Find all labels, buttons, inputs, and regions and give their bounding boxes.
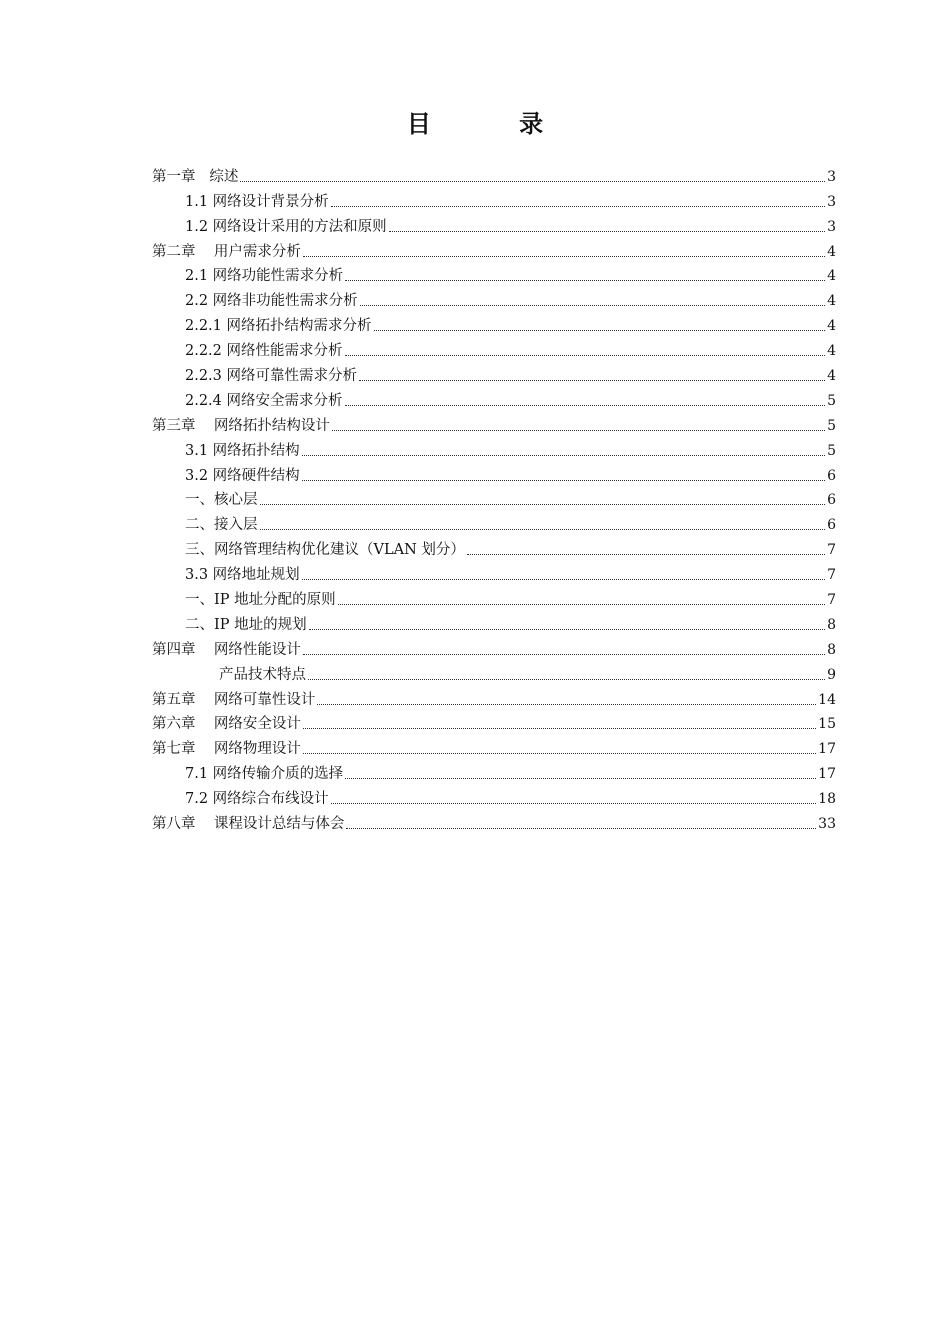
toc-entry[interactable] — [152, 262, 836, 287]
toc-page-number: 5 — [827, 417, 836, 434]
toc-entry[interactable] — [152, 436, 836, 461]
toc-entry-text: 2.2.1 网络拓扑结构需求分析 — [185, 318, 372, 335]
toc-page-number: 4 — [827, 243, 836, 260]
dot-leader — [345, 404, 826, 406]
toc-entry[interactable] — [152, 187, 836, 212]
toc-page-number: 7 — [827, 542, 836, 559]
toc-page-number: 6 — [827, 467, 836, 484]
toc-page-number: 4 — [827, 268, 836, 285]
toc-page-number: 33 — [818, 816, 836, 833]
toc-page-number: 4 — [827, 318, 836, 335]
toc-page-number: 4 — [827, 293, 836, 310]
toc-entry-text: 第五章 网络可靠性设计 — [152, 691, 316, 708]
dot-leader — [345, 354, 826, 356]
toc-entry-text: 2.2.3 网络可靠性需求分析 — [185, 368, 358, 385]
toc-entry-text: 一、IP 地址分配的原则 — [185, 592, 336, 609]
toc-entry[interactable] — [152, 212, 836, 237]
toc-entry[interactable] — [152, 685, 836, 710]
toc-entry[interactable] — [152, 560, 836, 585]
dot-leader — [303, 752, 816, 754]
toc-page-number: 5 — [827, 392, 836, 409]
toc-entry[interactable] — [152, 585, 836, 610]
toc-page-number: 14 — [818, 691, 836, 708]
toc-entry[interactable] — [152, 535, 836, 560]
toc-entry-text: 1.1 网络设计背景分析 — [185, 193, 329, 210]
toc-entry-text: 2.2.4 网络安全需求分析 — [185, 392, 343, 409]
dot-leader — [308, 678, 825, 680]
dot-leader — [240, 180, 825, 182]
toc-page-number: 7 — [827, 592, 836, 609]
dot-leader — [359, 379, 825, 381]
toc-entry-text: 2.1 网络功能性需求分析 — [185, 268, 344, 285]
dot-leader — [303, 653, 825, 655]
toc-entry-text: 第七章 网络物理设计 — [152, 741, 301, 758]
toc-entry-text: 第四章 网络性能设计 — [152, 641, 301, 658]
toc-page-number: 6 — [827, 517, 836, 534]
dot-leader — [345, 279, 825, 281]
toc-entry-text: 三、网络管理结构优化建议（VLAN 划分） — [185, 542, 465, 559]
toc-entry-text: 第八章 课程设计总结与体会 — [152, 816, 345, 833]
toc-entry-text: 7.1 网络传输介质的选择 — [185, 766, 344, 783]
toc-page-number: 3 — [827, 193, 836, 210]
toc-page-number: 18 — [818, 791, 836, 808]
toc-entry[interactable] — [152, 237, 836, 262]
toc-entry-text: 第六章 网络安全设计 — [152, 716, 301, 733]
toc-entry[interactable] — [152, 510, 836, 535]
toc-entry[interactable] — [152, 759, 836, 784]
toc-entry[interactable] — [152, 486, 836, 511]
toc-page-number: 17 — [818, 766, 836, 783]
toc-entry[interactable] — [152, 361, 836, 386]
toc-title: 目 录 — [406, 110, 584, 138]
dot-leader — [303, 727, 816, 729]
dot-leader — [338, 603, 825, 605]
toc-entry-text: 2.2.2 网络性能需求分析 — [185, 343, 343, 360]
dot-leader — [345, 777, 816, 779]
toc-entry-text: 2.2 网络非功能性需求分析 — [185, 293, 358, 310]
toc-entry[interactable] — [152, 809, 836, 834]
dot-leader — [303, 255, 825, 257]
toc-entry[interactable] — [152, 660, 836, 685]
toc-page-number: 17 — [818, 741, 836, 758]
dot-leader — [302, 578, 825, 580]
toc-entry-text: 3.1 网络拓扑结构 — [185, 442, 300, 459]
toc-page-number: 7 — [827, 567, 836, 584]
toc-entry[interactable] — [152, 610, 836, 635]
toc-entry-text: 1.2 网络设计采用的方法和原则 — [185, 218, 387, 235]
toc-entry[interactable] — [152, 710, 836, 735]
toc-entry-text: 第一章 综述 — [152, 168, 239, 185]
toc-entry-text: 7.2 网络综合布线设计 — [185, 791, 329, 808]
toc-entry[interactable] — [152, 336, 836, 361]
toc-page-number: 9 — [827, 666, 836, 683]
toc-page-number: 4 — [827, 343, 836, 360]
dot-leader — [389, 230, 825, 232]
toc-entry[interactable] — [152, 286, 836, 311]
toc-page-number: 5 — [827, 442, 836, 459]
toc-entry-text: 3.3 网络地址规划 — [185, 567, 300, 584]
toc-entry-text: 产品技术特点 — [219, 666, 306, 683]
dot-leader — [260, 528, 826, 530]
toc-entry-text: 第三章 网络拓扑结构设计 — [152, 417, 330, 434]
toc-page-number: 15 — [818, 716, 836, 733]
dot-leader — [260, 503, 826, 505]
dot-leader — [467, 553, 825, 555]
toc-entry[interactable] — [152, 461, 836, 486]
toc-entry[interactable] — [152, 784, 836, 809]
toc-entry-text: 一、核心层 — [185, 492, 258, 509]
toc-page-number: 3 — [827, 168, 836, 185]
dot-leader — [346, 827, 816, 829]
toc-entry[interactable] — [152, 635, 836, 660]
toc-entry-text: 二、接入层 — [185, 517, 258, 534]
dot-leader — [309, 628, 825, 630]
toc-entry[interactable] — [152, 734, 836, 759]
dot-leader — [332, 429, 825, 431]
dot-leader — [302, 479, 825, 481]
toc-page-number: 4 — [827, 368, 836, 385]
dot-leader — [331, 802, 817, 804]
toc-page-number: 3 — [827, 218, 836, 235]
dot-leader — [302, 454, 825, 456]
toc-entry[interactable] — [152, 386, 836, 411]
toc-entry-text: 第二章 用户需求分析 — [152, 243, 301, 260]
table-of-contents — [152, 162, 836, 834]
dot-leader — [374, 329, 826, 331]
dot-leader — [331, 205, 825, 207]
toc-page-number: 8 — [827, 616, 836, 633]
dot-leader — [317, 703, 816, 705]
toc-page-number: 6 — [827, 492, 836, 509]
toc-entry-text: 3.2 网络硬件结构 — [185, 467, 300, 484]
toc-entry[interactable] — [152, 162, 836, 187]
toc-entry-text: 二、IP 地址的规划 — [185, 616, 307, 633]
toc-entry[interactable] — [152, 311, 836, 336]
dot-leader — [360, 304, 825, 306]
toc-page-number: 8 — [827, 641, 836, 658]
toc-entry[interactable] — [152, 411, 836, 436]
